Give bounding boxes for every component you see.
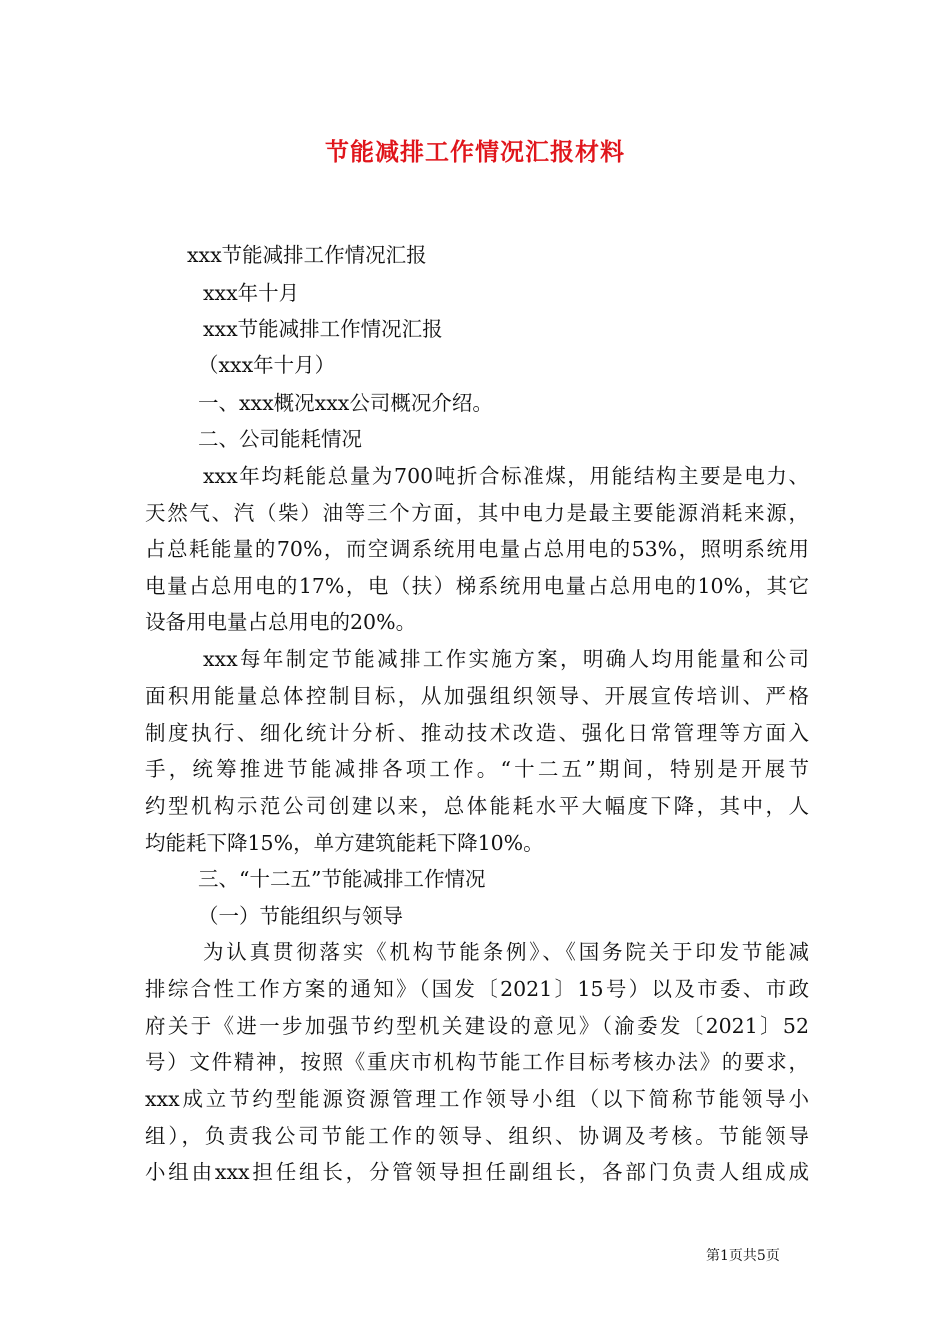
body-line-2: xxx年十月 bbox=[203, 281, 300, 305]
body-line-23: 号）文件精神，按照《重庆市机构节能工作目标考核办法》的要求， bbox=[145, 1050, 809, 1074]
body-line-9: 占总耗能量的70%，而空调系统用电量占总用电的53%，照明系统用 bbox=[145, 537, 809, 561]
body-line-16: 约型机构示范公司创建以来，总体能耗水平大幅度下降，其中，人 bbox=[145, 794, 809, 818]
body-line-4: （xxx年十月） bbox=[198, 353, 336, 377]
body-line-26: 小组由xxx担任组长，分管领导担任副组长，各部门负责人组成成 bbox=[145, 1160, 809, 1184]
body-line-1: xxx节能减排工作情况汇报 bbox=[187, 243, 427, 267]
body-line-5: 一、xxx概况xxx公司概况介绍。 bbox=[198, 391, 493, 415]
body-line-14: 制度执行、细化统计分析、推动技术改造、强化日常管理等方面入 bbox=[145, 721, 809, 745]
body-line-7: xxx年均耗能总量为700吨折合标准煤，用能结构主要是电力、 bbox=[203, 464, 809, 488]
section-heading-2: 二、公司能耗情况 bbox=[198, 427, 362, 451]
body-line-24: xxx成立节约型能源资源管理工作领导小组（以下简称节能领导小 bbox=[145, 1087, 809, 1111]
page-number-footer: 第1页共5页 bbox=[706, 1248, 780, 1264]
body-line-25: 组），负责我公司节能工作的领导、组织、协调及考核。节能领导 bbox=[145, 1124, 809, 1148]
body-line-3: xxx节能减排工作情况汇报 bbox=[203, 317, 443, 341]
body-line-15: 手，统筹推进节能减排各项工作。“十二五”期间，特别是开展节 bbox=[145, 757, 809, 781]
subsection-heading-1: （一）节能组织与领导 bbox=[198, 904, 403, 928]
section-heading-3: 三、“十二五”节能减排工作情况 bbox=[198, 867, 486, 891]
body-line-10: 电量占总用电的17%，电（扶）梯系统用电量占总用电的10%，其它 bbox=[145, 574, 809, 598]
document-title: 节能减排工作情况汇报材料 bbox=[325, 137, 625, 166]
body-line-20: 为认真贯彻落实《机构节能条例》、《国务院关于印发节能减 bbox=[203, 940, 809, 964]
body-line-8: 天然气、汽（柴）油等三个方面，其中电力是最主要能源消耗来源， bbox=[145, 501, 809, 525]
body-line-13: 面积用能量总体控制目标，从加强组织领导、开展宣传培训、严格 bbox=[145, 684, 809, 708]
body-line-22: 府关于《进一步加强节约型机关建设的意见》（渝委发〔2021〕52 bbox=[145, 1014, 809, 1038]
body-line-21: 排综合性工作方案的通知》（国发〔2021〕15号）以及市委、市政 bbox=[145, 977, 809, 1001]
body-line-11: 设备用电量占总用电的20%。 bbox=[145, 610, 417, 634]
body-line-17: 均能耗下降15%，单方建筑能耗下降10%。 bbox=[145, 831, 544, 855]
body-line-12: xxx每年制定节能减排工作实施方案，明确人均用能量和公司 bbox=[203, 647, 809, 671]
